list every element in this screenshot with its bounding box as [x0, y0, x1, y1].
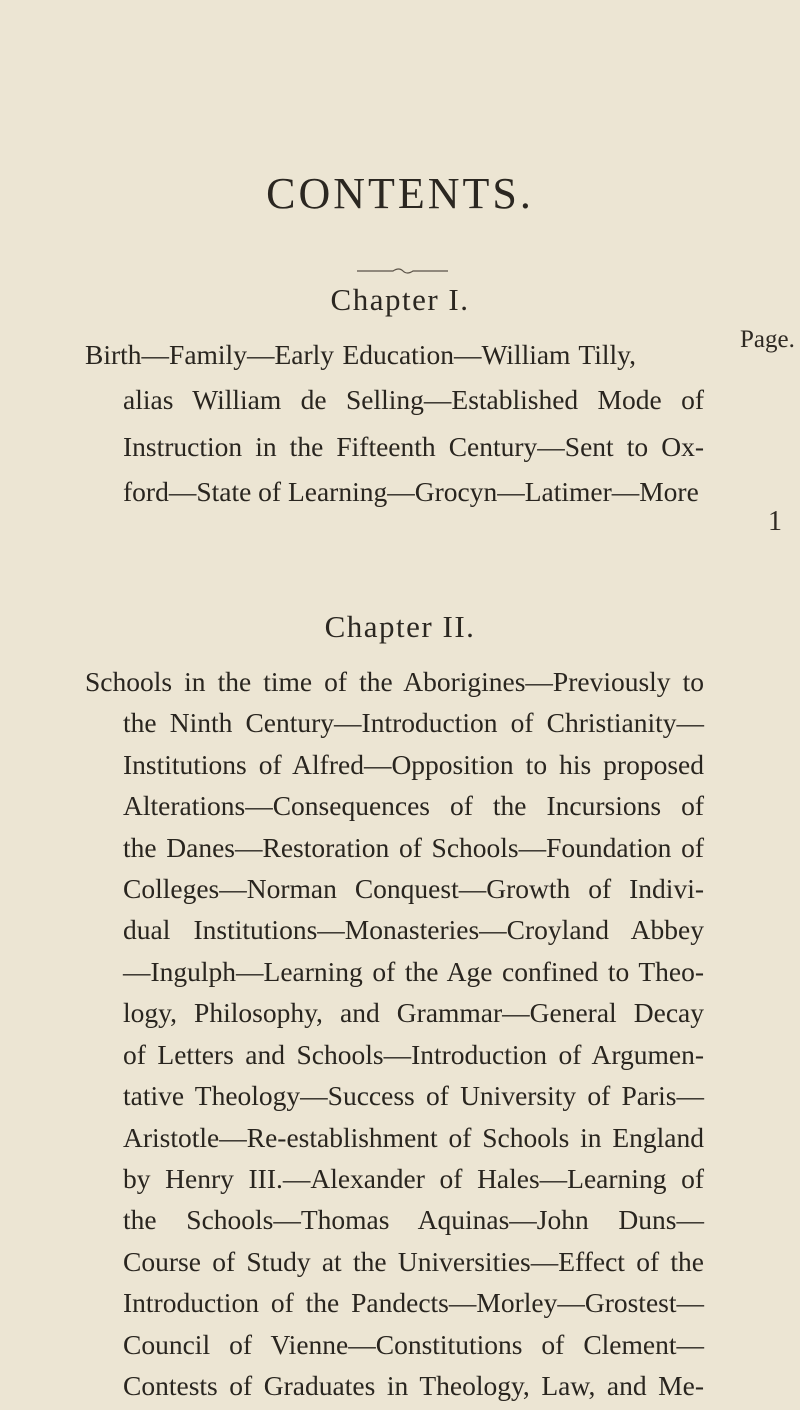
chapter-2-line: tative Theology—Success of University of Paris— — [123, 1080, 704, 1111]
chapter-1-line: Instruction in the Fifteenth Century—Sent to Ox- — [123, 431, 704, 462]
chapter-2-line: Introduction of the Pandects—Morley—Grostest— — [123, 1287, 704, 1318]
page-column-label: Page. — [740, 326, 795, 353]
chapter-2-line: Course of Study at the Universities—Effect of the — [123, 1246, 704, 1277]
chapter-1-line: Birth—Family—Early Education—William Tilly, — [85, 339, 636, 370]
chapter-2-line: Aristotle—Re-establishment of Schools in England — [123, 1122, 704, 1153]
chapter-2-line: Contests of Graduates in Theology, Law, and Me- — [123, 1370, 704, 1401]
chapter-2-line: —Ingulph—Learning of the Age confined to Theo- — [123, 956, 704, 987]
chapter-2-line: the Schools—Thomas Aquinas—John Duns— — [123, 1204, 704, 1235]
chapter-2-line: dual Institutions—Monasteries—Croyland Abbey — [123, 914, 704, 945]
chapter-2-line: Colleges—Norman Conquest—Growth of Indivi- — [123, 873, 704, 904]
decorative-rule — [355, 266, 450, 276]
chapter-1-heading: Chapter I. — [330, 282, 470, 317]
chapter-2-line: of Letters and Schools—Introduction of Argumen- — [123, 1039, 704, 1070]
chapter-2-line: the Ninth Century—Introduction of Christianity— — [123, 707, 704, 738]
chapter-1-page-number: 1 — [768, 506, 782, 537]
chapter-2-line: logy, Philosophy, and Grammar—General Decay — [123, 997, 704, 1028]
page-title: CONTENTS. — [266, 169, 534, 218]
chapter-2-heading: Chapter II. — [324, 609, 476, 644]
chapter-1-line: alias William de Selling—Established Mode of — [123, 384, 704, 415]
chapter-2-line: Schools in the time of the Aborigines—Previously to — [85, 666, 704, 697]
chapter-2-line: Council of Vienne—Constitutions of Clement— — [123, 1329, 704, 1360]
chapter-2-line: Alterations—Consequences of the Incursions of — [123, 790, 704, 821]
chapter-2-line: Institutions of Alfred—Opposition to his proposed — [123, 749, 704, 780]
chapter-2-line: by Henry III.—Alexander of Hales—Learning of — [123, 1163, 704, 1194]
chapter-2-line: the Danes—Restoration of Schools—Foundation of — [123, 832, 704, 863]
chapter-1-line: ford—State of Learning—Grocyn—Latimer—More — [123, 476, 699, 507]
